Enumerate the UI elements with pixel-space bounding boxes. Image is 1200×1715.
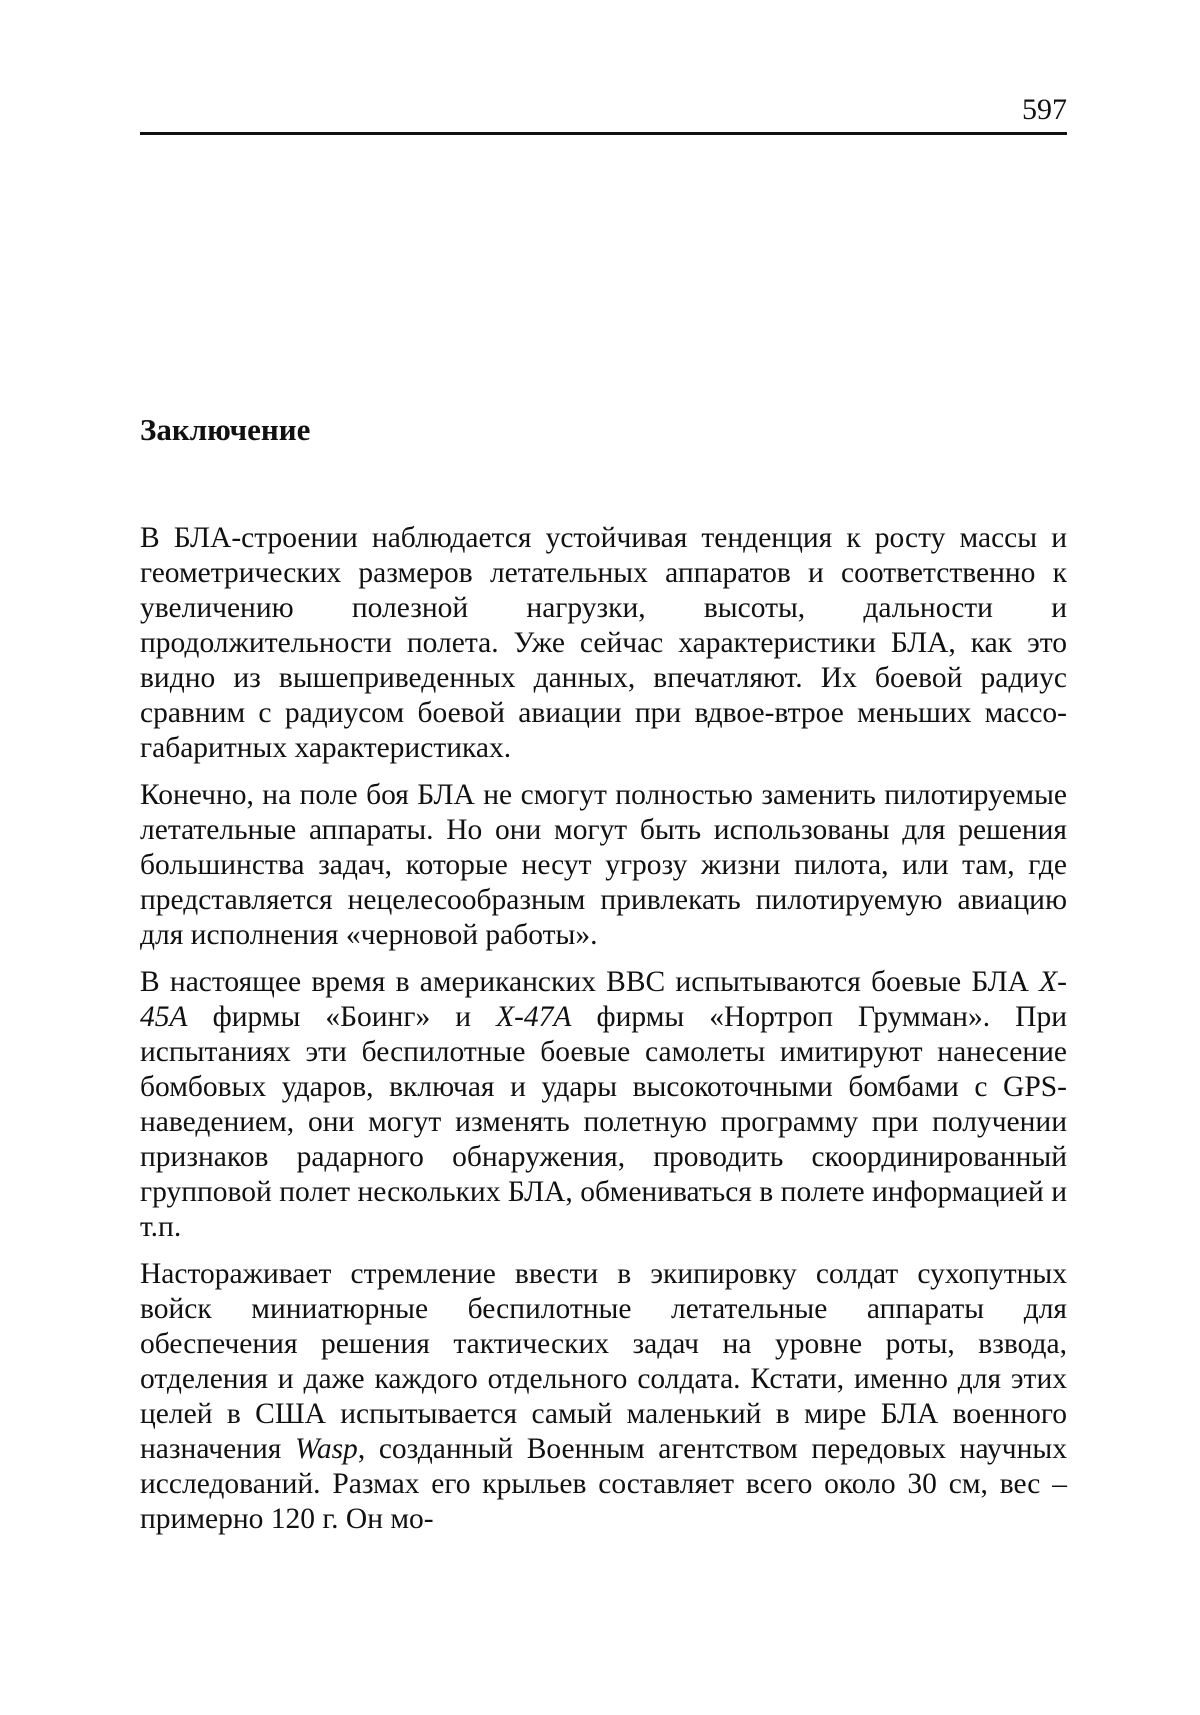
header-rule — [140, 132, 1067, 135]
aircraft-name-x47a: X-47A — [496, 1001, 572, 1033]
paragraph-1: В БЛА-строении наблюдается устойчивая тенденция к росту массы и геометрических размеров летательных аппаратов и соответственно к увеличению полезной нагрузки, высоты, дальности и продолжительности полета. Уже сейчас характеристики БЛА, как это видно из вышеприведенных данных, впечатляют. Их боевой радиус сравним с радиусом боевой авиации при вдвое-втрое меньших массо-габаритных характеристиках. — [140, 522, 1067, 764]
running-header — [140, 92, 1067, 136]
paragraph-2: Конечно, на поле боя БЛА не смогут полностью заменить пилотируемые летательные аппараты. Но они могут быть использованы для решения большинства задач, которые несут угрозу жизни пилота, или там, где представляется нецелесообразным привлекать пилотируемую авиацию для исполнения «черновой работы». — [140, 779, 1067, 951]
paragraph-3-text-3: фирмы «Нортроп Грумман». При испытаниях эти беспилотные боевые самолеты имитируют нанесение бомбовых ударов, включая и удары высокоточными бомбами с GPS-наведением, они могут изменять полетную программу при получении признаков радарного обнаружения, проводить скоординированный групповой полет нескольких БЛА, обмениваться в полете информацией и т.п. — [140, 1001, 1067, 1243]
page-number: 597 — [1022, 93, 1067, 126]
paragraph-4-text-2: , созданный Военным агентством передовых научных исследований. Размах его крыльев составляет всего около 30 см, вес – примерно 120 г. Он мо- — [140, 1433, 1067, 1535]
paragraph-3-text-1: В настоящее время в американских ВВС испытываются боевые БЛА — [140, 966, 1040, 998]
aircraft-name-wasp: Wasp — [294, 1433, 358, 1465]
paragraph-3-text-2: фирмы «Боинг» и — [187, 1001, 497, 1033]
section-title: Заключение — [140, 412, 311, 447]
body-text — [140, 521, 1067, 1549]
aircraft-name-x45a: X-45A — [140, 966, 1067, 1033]
paragraph-4 — [140, 1257, 1067, 1537]
paragraph-4-text-1: Настораживает стремление ввести в экипировку солдат сухопутных войск миниатюрные беспилотные летательные аппараты для обеспечения решения тактических задач на уровне роты, взвода, отделения и даже каждого отдельного солдата. Кстати, именно для этих целей в США испытывается самый маленький в мире БЛА военного назначения — [140, 1258, 1067, 1465]
paragraph-3 — [140, 965, 1067, 1245]
